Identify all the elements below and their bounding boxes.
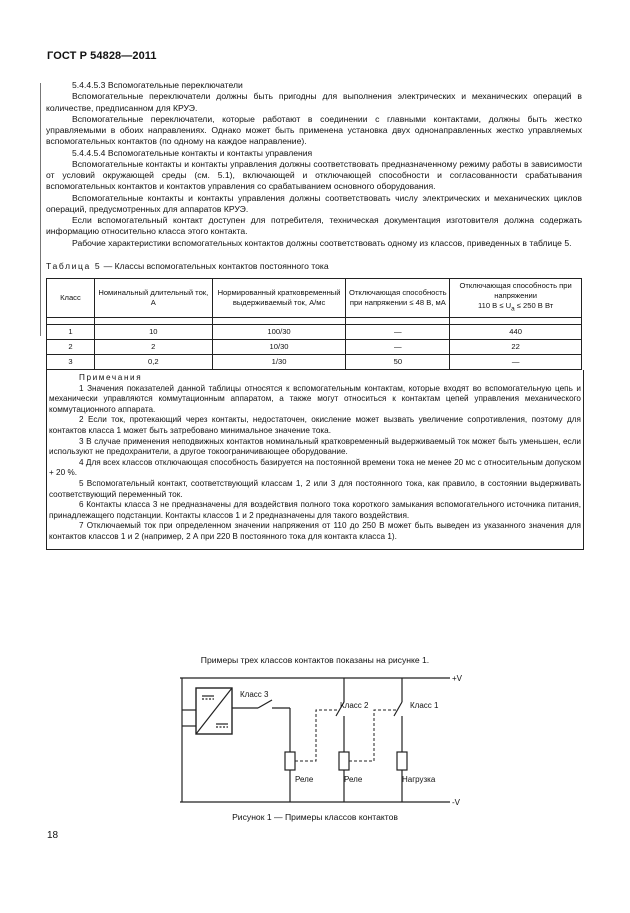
- table-gap-row: [47, 318, 582, 325]
- table-header-row: [47, 279, 582, 318]
- dc-converter-icon: [196, 688, 232, 734]
- class3-label: Класс 3: [240, 690, 269, 699]
- header-breaking-250v-line3: ≤ 250 В Вт: [514, 301, 554, 311]
- table-caption-title: — Классы вспомогательных контактов постоянного тока: [101, 260, 329, 271]
- cell-break-48: —: [346, 340, 450, 355]
- cell-short-time: 100/30: [212, 325, 346, 340]
- header-breaking-250v-line2: 110 В ≤ U: [477, 301, 512, 311]
- cell-class: 1: [47, 325, 95, 340]
- table-row: [47, 355, 582, 370]
- note-1: 1 Значения показателей данной таблицы относятся к вспомогательным контактам, которые входят во вспомогательную цепь и механически управляются коммутационным аппаратом, а также могут относиться к контактам цепей управления механического коммутационного аппарата.: [49, 383, 581, 414]
- paragraph: Вспомогательные контакты и контакты управления должны соответствовать числу электрических и механических циклов операций, предусмотренных для аппаратов КРУЭ.: [46, 192, 582, 214]
- change-bar: [40, 83, 41, 336]
- document-header: ГОСТ Р 54828—2011: [47, 50, 157, 62]
- positive-rail-label: +V: [452, 674, 463, 683]
- class2-label: Класс 2: [340, 701, 369, 710]
- paragraph: Рабочие характеристики вспомогательных контактов должны соответствовать одному из классов, приведенных в таблице 5.: [72, 237, 572, 248]
- cell-break-250: 440: [450, 325, 582, 340]
- figure-caption: Рисунок 1 — Примеры классов контактов: [232, 812, 398, 822]
- class1-contact-icon: [394, 702, 402, 716]
- relay2-label: Реле: [344, 775, 363, 784]
- notes-title: Примечания: [79, 373, 143, 382]
- class3-contact-icon: [258, 700, 272, 708]
- table-row: [47, 340, 582, 355]
- load-label: Нагрузка: [402, 775, 436, 784]
- note-2: 2 Если ток, протекающий через контакты, недостаточен, окисление может вызвать увеличение сопротивления, поэтому для контактов класса 1 может быть затребовано минимальное значение тока.: [49, 415, 581, 435]
- class1-label: Класс 1: [410, 701, 439, 710]
- note-3: 3 В случае применения неподвижных контактов номинальный кратковременный выдерживаемый ток может быть уменьшен, если используют не предохранители, а другое токоограничивающее оборудование.: [49, 436, 581, 457]
- cell-short-time: 1/30: [212, 355, 346, 370]
- relay1-mechanical-link: [295, 710, 340, 761]
- header-short-time-current: Нормированный кратковременный выдерживаемый ток, А/мс: [212, 279, 346, 318]
- negative-rail-label: -V: [452, 798, 460, 806]
- cell-class: 3: [47, 355, 95, 370]
- contact-classes-diagram: [170, 670, 470, 806]
- relay1-label: Реле: [295, 775, 314, 784]
- table-caption-number: Таблица 5: [46, 260, 102, 271]
- paragraph: Вспомогательные контакты и контакты управления должны соответствовать предназначенному режиму работы в зависимости от условий окружающей среды (см. 5.1), включающей и отключающей способности и согласованности срабатывания вспомогательных контактов и контактов управления со срабатыванием основного оборудования.: [46, 158, 582, 192]
- subsection-heading-5-4-4-5-4: 5.4.4.5.4 Вспомогательные контакты и контакты управления: [72, 147, 313, 158]
- header-class: Класс: [47, 279, 95, 318]
- paragraph: Вспомогательные переключатели должны быть пригодны для выполнения электрических и механических операций в количестве, предписанном для КРУЭ.: [46, 91, 582, 113]
- header-breaking-250v-line1: Отключающая способность при напряжении: [459, 281, 572, 301]
- cell-current: 0,2: [94, 355, 212, 370]
- cell-short-time: 10/30: [212, 340, 346, 355]
- note-5: 5 Вспомогательный контакт, соответствующий классам 1, 2 или 3 для постоянного тока, как правило, в состоянии выдерживать соответствующий переменный ток.: [49, 478, 581, 499]
- note-4: 4 Для всех классов отключающая способность базируется на постоянной времени тока не менее 20 мс с относительным допуском + 20 %.: [49, 457, 581, 478]
- cell-current: 2: [94, 340, 212, 355]
- note-7: 7 Отключаемый ток при определенном значении напряжения от 110 до 250 В может быть выведен из указанного значения для контактов классов 1 и 2 (например, 2 А при 220 В постоянного тока для контакта класса 1).: [49, 521, 581, 541]
- table-row: [47, 325, 582, 340]
- page-number: 18: [47, 830, 59, 841]
- cell-break-48: —: [346, 325, 450, 340]
- relay2-coil-icon: [339, 752, 349, 770]
- cell-break-48: 50: [346, 355, 450, 370]
- page-content: [46, 80, 582, 550]
- header-breaking-250v: [450, 279, 582, 318]
- cell-break-250: —: [450, 355, 582, 370]
- cell-break-250: 22: [450, 340, 582, 355]
- cell-class: 2: [47, 340, 95, 355]
- contacts-class-table: [46, 278, 582, 370]
- table-caption: [46, 261, 582, 272]
- table-notes: [46, 370, 584, 550]
- paragraph: Если вспомогательный контакт доступен для потребителя, техническая документация изготовителя должна содержать информацию относительно класса этого контакта.: [46, 215, 582, 237]
- load-icon: [397, 752, 407, 770]
- header-subscript: a: [511, 305, 515, 313]
- figure-intro: Примеры трех классов контактов показаны на рисунке 1.: [200, 655, 430, 665]
- subsection-heading-5-4-4-5-3: 5.4.4.5.3 Вспомогательные переключатели: [72, 80, 243, 90]
- relay1-coil-icon: [285, 752, 295, 770]
- header-breaking-48v: Отключающая способность при напряжении ≤ 48 В, мА: [346, 279, 450, 318]
- relay2-mechanical-link: [349, 710, 398, 761]
- cell-current: 10: [94, 325, 212, 340]
- header-rated-current: Номинальный длительный ток, А: [94, 279, 212, 318]
- paragraph: Вспомогательные переключатели, которые работают в соединении с главными контактами, должны быть жестко управляемыми в обоих направлениях. Однако может быть применена установка двух однонаправленных жестко управляемых вспомогательных контактов (по одному на каждое направление).: [46, 113, 582, 147]
- note-6: 6 Контакты класса 3 не предназначены для воздействия полного тока короткого замыкания вспомогательного источника питания, принадлежащего подстанции. Контакты классов 1 и 2 предназначены для такого воздействия.: [49, 500, 581, 520]
